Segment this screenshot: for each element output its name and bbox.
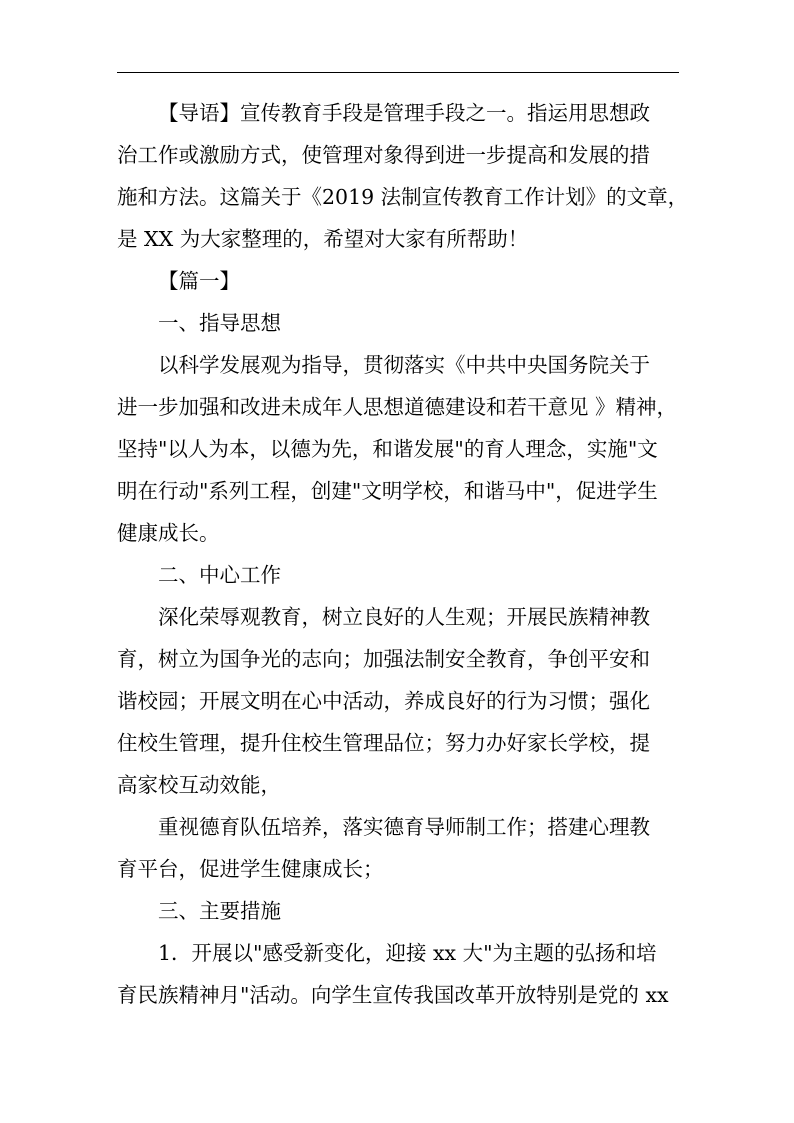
text-line: 育，树立为国争光的志向；加强法制安全教育，争创平安和 [117,647,650,671]
text-line: 明在行动"系列工程，创建"文明学校，和谐马中"，促进学生 [117,479,658,503]
text-line: 谐校园；开展文明在心中活动，养成良好的行为习惯；强化 [117,689,650,713]
guiding-ideology-paragraph [117,344,679,554]
text-line: 健康成长。 [117,521,220,545]
intro-paragraph [117,92,689,260]
document-body [117,92,689,1016]
header-rule [117,72,679,73]
part-heading: 【篇一】 [158,269,240,293]
text-line: 是 XX 为大家整理的，希望对大家有所帮助！ [117,227,529,251]
text-line: 重视德育队伍培养，落实德育导师制工作；搭建心理教 [158,815,650,839]
text-line: 高家校互动效能， [117,773,281,797]
text-line: 进一步加强和改进未成年人思想道德建设和若干意见 》精神， [117,395,678,419]
text-line: 育民族精神月"活动。向学生宣传我国改革开放特别是党的 xx [117,983,669,1007]
text-line: 施和方法。这篇关于《2019 法制宣传教育工作计划》的文章， [117,185,689,209]
section-heading-main-measures: 三、主要措施 [158,899,281,923]
text-line: 【导语】宣传教育手段是管理手段之一。指运用思想政 [158,101,650,125]
text-line: 1．开展以"感受新变化，迎接 xx 大"为主题的弘扬和培 [158,941,657,965]
text-line: 育平台，促进学生健康成长； [117,857,384,881]
central-work-paragraph-2 [117,806,679,890]
text-line: 以科学发展观为指导，贯彻落实《中共中央国务院关于 [158,353,650,377]
text-line: 坚持"以人为本，以德为先，和谐发展"的育人理念，实施"文 [117,437,658,461]
main-measures-paragraph [117,932,679,1016]
section-heading-central-work: 二、中心工作 [158,563,281,587]
text-line: 深化荣辱观教育，树立良好的人生观；开展民族精神教 [158,605,650,629]
text-line: 治工作或激励方式，使管理对象得到进一步提高和发展的措 [117,143,650,167]
central-work-paragraph-1 [117,596,679,806]
section-heading-guiding-ideology: 一、指导思想 [158,311,281,335]
text-line: 住校生管理，提升住校生管理品位；努力办好家长学校，提 [117,731,650,755]
